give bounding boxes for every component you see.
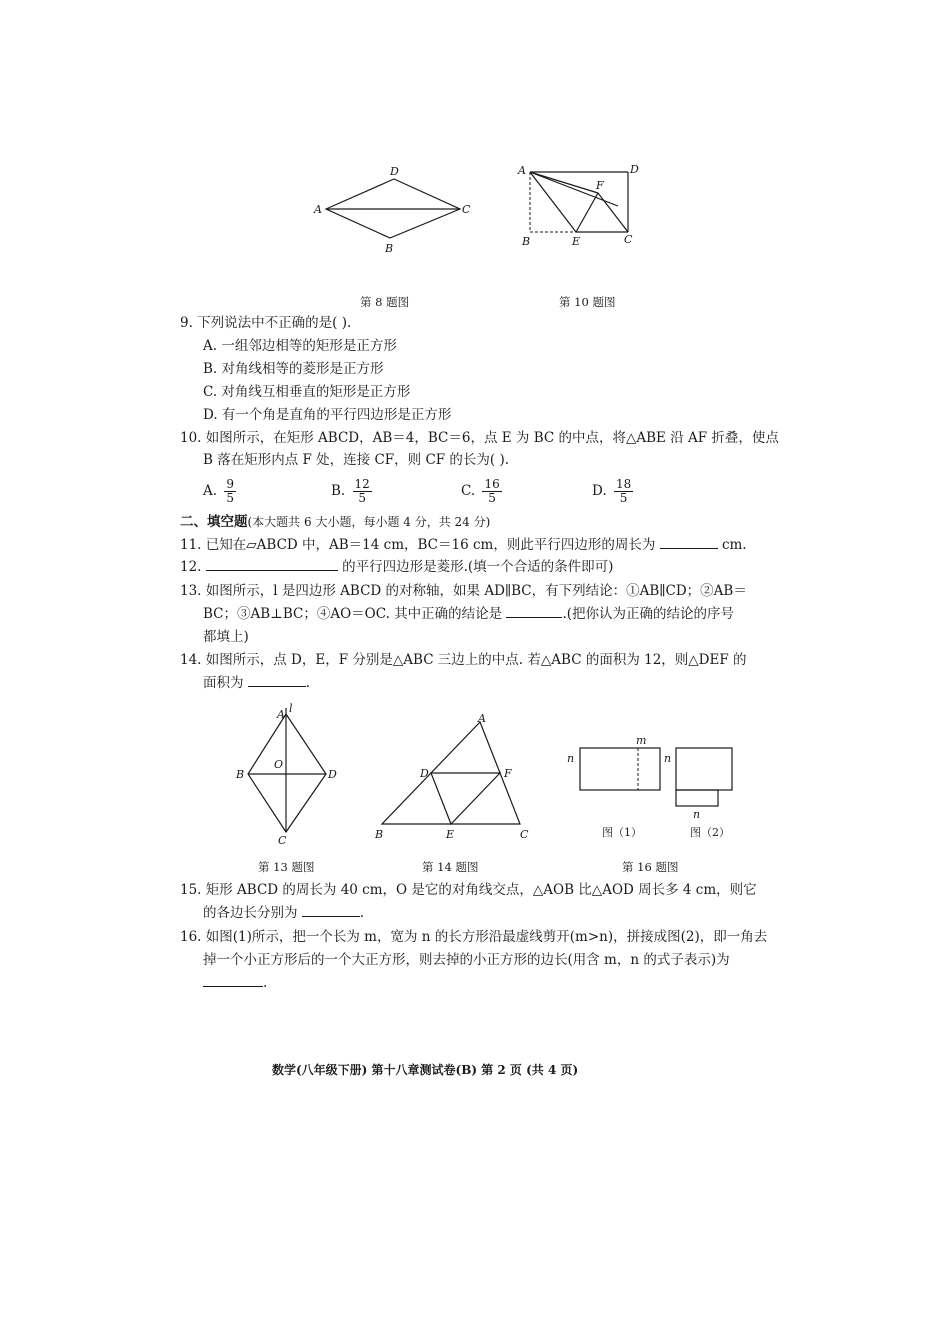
q11-unit: cm.: [721, 537, 747, 553]
q10-option-d: [592, 478, 633, 505]
fig16-label-m: m: [636, 734, 647, 747]
fig14-label-c: C: [520, 828, 529, 841]
q12: [180, 558, 613, 576]
q12-number: 12.: [180, 559, 202, 575]
q13-line2-tail: .(把你认为正确的结论的序号: [562, 606, 735, 622]
fig13-label-c: C: [278, 834, 287, 847]
figure-14: [372, 712, 532, 844]
q16-answer-blank[interactable]: [203, 974, 263, 987]
fig10-label-f: F: [596, 179, 604, 192]
q10-option-b-fraction: [353, 478, 372, 505]
q10-option-a: [203, 478, 236, 505]
q16-line3: [203, 974, 267, 992]
fig13-label-b: B: [236, 768, 245, 781]
fig13-label-a: A: [277, 708, 285, 721]
figure-10: [512, 160, 647, 252]
q15-line2-text: 的各边长分别为: [203, 905, 298, 921]
q11-text: 11. 已知在▱ABCD 中，AB＝14 cm，BC＝16 cm，则此平行四边形的周长为: [180, 537, 656, 553]
fig14-label-a: A: [478, 712, 486, 725]
q10-option-b: [331, 478, 372, 505]
q13-line2-text: BC；③AB⊥BC；④AO＝OC. 其中正确的结论是: [203, 606, 503, 622]
q15-line2-tail: .: [359, 905, 365, 921]
q16-line2: 掉一个小正方形后的一个大正方形，则去掉的小正方形的边长(用含 m，n 的式子表示)为: [203, 952, 730, 968]
q9-stem: 9. 下列说法中不正确的是( ).: [180, 315, 352, 331]
fraction-denominator: 5: [619, 491, 628, 505]
fig10-label-e: E: [572, 235, 581, 248]
fig16-label-n2: n: [664, 752, 672, 765]
q13-answer-blank[interactable]: [506, 605, 562, 618]
q14-line2-tail: .: [305, 675, 311, 691]
section-2-title: 二、填空题: [180, 514, 248, 530]
q15-answer-blank[interactable]: [302, 904, 360, 917]
fraction-denominator: 5: [488, 491, 496, 505]
q13-line3: 都填上): [203, 629, 249, 645]
q14-line2-text: 面积为: [203, 675, 244, 691]
q10-line2: B 落在矩形内点 F 处，连接 CF，则 CF 的长为( ).: [203, 452, 510, 468]
fig13-label-o: O: [274, 758, 284, 771]
fig16-caption: 第 16 题图: [622, 860, 679, 874]
fig8-label-a: A: [314, 203, 322, 216]
fig14-caption: 第 14 题图: [422, 860, 479, 874]
q14-line1: 14. 如图所示，点 D，E，F 分别是△ABC 三边上的中点. 若△ABC 的面积为 12，则△DEF 的: [180, 652, 747, 668]
fig10-label-b: B: [522, 235, 531, 248]
q10-option-d-fraction: [614, 478, 633, 505]
fig14-label-d: D: [420, 767, 429, 780]
q15-line2: [203, 904, 364, 922]
fig16-label-n1: n: [567, 752, 575, 765]
q16-line3-tail: .: [263, 975, 268, 991]
fig8-label-b: B: [385, 242, 394, 255]
q16-line1: 16. 如图(1)所示，把一个长为 m，宽为 n 的长方形沿最虚线剪开(m>n)，拼接成图(2)，即一角去: [180, 929, 768, 945]
q9-option-b: B. 对角线相等的菱形是正方形: [203, 361, 384, 377]
fraction-numerator: 18: [615, 477, 632, 491]
fig14-label-f: F: [504, 767, 512, 780]
q12-answer-blank[interactable]: [206, 558, 338, 571]
q10-option-a-label: A.: [203, 483, 218, 499]
q10-option-c: [461, 478, 502, 505]
q13-line2: [203, 605, 734, 623]
fraction-numerator: 16: [484, 477, 500, 491]
q10-option-b-label: B.: [331, 483, 346, 499]
q10-option-d-label: D.: [592, 483, 607, 499]
fig8-caption: 第 8 题图: [360, 295, 410, 309]
q10-line1: 10. 如图所示，在矩形 ABCD，AB＝4，BC＝6，点 E 为 BC 的中点，将△ABE 沿 AF 折叠，使点: [180, 430, 779, 446]
fig8-label-d: D: [390, 165, 399, 178]
q9-option-c: C. 对角线互相垂直的矩形是正方形: [203, 384, 411, 400]
fig16-label-n3: n: [693, 808, 701, 821]
section-2-note: (本大题共 6 大小题，每小题 4 分，共 24 分): [247, 515, 491, 529]
fig8-label-c: C: [462, 203, 471, 216]
fig10-label-c: C: [624, 233, 633, 246]
fig10-label-a: A: [518, 164, 526, 177]
fraction-denominator: 5: [358, 491, 366, 505]
q14-answer-blank[interactable]: [248, 674, 306, 687]
fraction-numerator: 12: [354, 477, 370, 491]
q14-line2: [203, 674, 310, 692]
q9-option-d: D. 有一个角是直角的平行四边形是正方形: [203, 407, 452, 423]
figure-8: [312, 160, 482, 260]
q12-text: 的平行四边形是菱形.(填一个合适的条件即可): [342, 559, 614, 575]
section-2-heading: [180, 513, 490, 531]
q10-option-c-fraction: [482, 478, 501, 505]
q15-line1: 15. 矩形 ABCD 的周长为 40 cm，O 是它的对角线交点，△AOB 比△AOD 周长多 4 cm，则它: [180, 882, 757, 898]
fig16-sub1: 图（1）: [602, 826, 642, 839]
fig14-label-b: B: [375, 828, 384, 841]
fig16-sub2: 图（2）: [690, 826, 730, 839]
figure-16: [560, 732, 760, 844]
fig13-label-d: D: [328, 768, 337, 781]
fraction-denominator: 5: [226, 491, 234, 505]
fig14-label-e: E: [446, 828, 455, 841]
q13-line1: 13. 如图所示，l 是四边形 ABCD 的对称轴，如果 AD∥BC，有下列结论：①AB∥CD；②AB＝: [180, 583, 747, 599]
q9-option-a: A. 一组邻边相等的矩形是正方形: [203, 338, 397, 354]
fig10-caption: 第 10 题图: [559, 295, 616, 309]
fig13-label-l: l: [289, 702, 293, 715]
page-footer: 数学(八年级下册) 第十八章测试卷(B) 第 2 页 (共 4 页): [272, 1063, 579, 1077]
q10-option-a-fraction: [224, 478, 236, 505]
q11-answer-blank[interactable]: [660, 536, 718, 549]
figure-13: [228, 700, 348, 848]
fig13-caption: 第 13 题图: [258, 860, 315, 874]
fraction-numerator: 9: [226, 477, 234, 491]
q11: [180, 536, 747, 554]
fig10-label-d: D: [630, 163, 639, 176]
q10-option-c-label: C.: [461, 483, 476, 499]
